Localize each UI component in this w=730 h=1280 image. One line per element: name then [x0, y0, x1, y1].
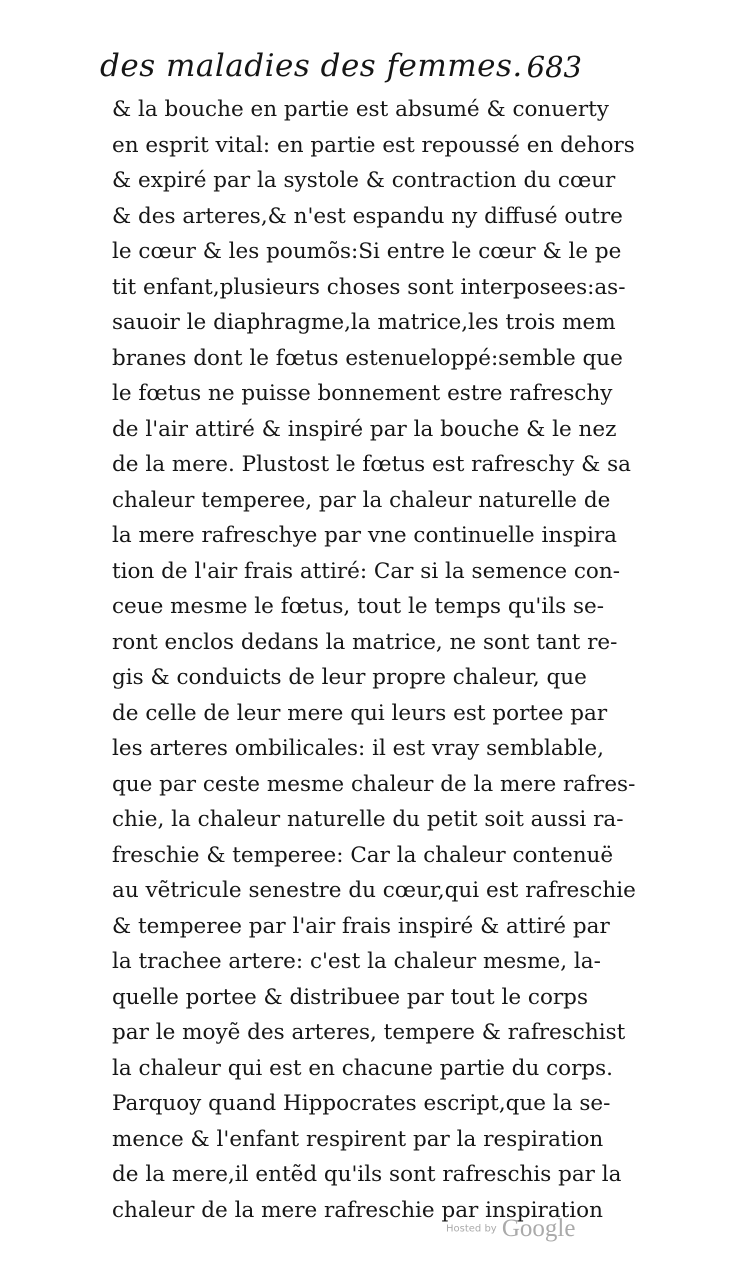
text-line: que par ceste mesme chaleur de la mere rafres-	[112, 771, 636, 797]
text-line: ront enclos dedans la matrice, ne sont tant re-	[112, 629, 618, 655]
text-line: tit enfant,plusieurs choses sont interposees:as-	[112, 274, 626, 300]
page-number: 683	[526, 50, 582, 84]
text-line: en esprit vital: en partie est repoussé en dehors	[112, 132, 635, 158]
text-line: sauoir le diaphragme,la matrice,les trois mem	[112, 310, 616, 335]
body-text	[112, 92, 636, 1228]
text-line: de l'air attiré & inspiré par la bouche & le nez	[112, 416, 617, 442]
text-line: & expiré par la systole & contraction du cœur	[112, 168, 616, 193]
page-header	[100, 48, 590, 94]
text-line: la mere rafreschye par vne continuelle inspira	[112, 523, 617, 548]
text-line: branes dont le fœtus estenueloppé:semble que	[112, 345, 623, 371]
text-line: de la mere,il entẽd qu'ils sont rafreschis par la	[112, 1162, 622, 1187]
google-logo-text: Google	[501, 1215, 576, 1242]
text-line: la chaleur qui est en chacune partie du corps.	[112, 1055, 614, 1081]
running-title: des maladies des femmes.	[100, 48, 523, 84]
text-line: tion de l'air frais attiré: Car si la semence con-	[112, 558, 620, 584]
text-line: par le moyẽ des arteres, tempere & rafreschist	[112, 1020, 626, 1045]
text-line: chaleur temperee, par la chaleur naturelle de	[112, 487, 611, 513]
text-line: la trachee artere: c'est la chaleur mesme, la-	[112, 949, 601, 974]
text-line: le fœtus ne puisse bonnement estre rafreschy	[112, 381, 613, 406]
text-line: de celle de leur mere qui leurs est portee par	[112, 700, 608, 726]
text-line: & temperee par l'air frais inspiré & attiré par	[112, 913, 610, 939]
text-line: de la mere. Plustost le fœtus est rafreschy & sa	[112, 452, 631, 477]
text-line: quelle portee & distribuee par tout le corps	[112, 984, 588, 1010]
text-line: chaleur de la mere rafreschie par inspiration	[112, 1197, 603, 1223]
text-line: au vẽtricule senestre du cœur,qui est rafreschie	[112, 878, 636, 903]
text-line: chie, la chaleur naturelle du petit soit aussi ra-	[112, 807, 624, 832]
text-line: & des arteres,& n'est espandu ny diffusé outre	[112, 203, 623, 229]
text-line: les arteres ombilicales: il est vray semblable,	[112, 736, 604, 761]
text-line: & la bouche en partie est absumé & conuerty	[112, 97, 609, 122]
text-line: le cœur & les poumõs:Si entre le cœur & le pe	[112, 239, 622, 264]
text-line: gis & conduicts de leur propre chaleur, que	[112, 665, 587, 690]
text-line: mence & l'enfant respirent par la respiration	[112, 1126, 604, 1152]
text-line: freschie & temperee: Car la chaleur contenuë	[112, 842, 614, 868]
text-line: Parquoy quand Hippocrates escript,que la se-	[112, 1091, 611, 1116]
hosted-by-label: Hosted by	[446, 1223, 497, 1235]
text-line: ceue mesme le fœtus, tout le temps qu'ils se-	[112, 594, 604, 619]
google-watermark	[446, 1215, 575, 1243]
